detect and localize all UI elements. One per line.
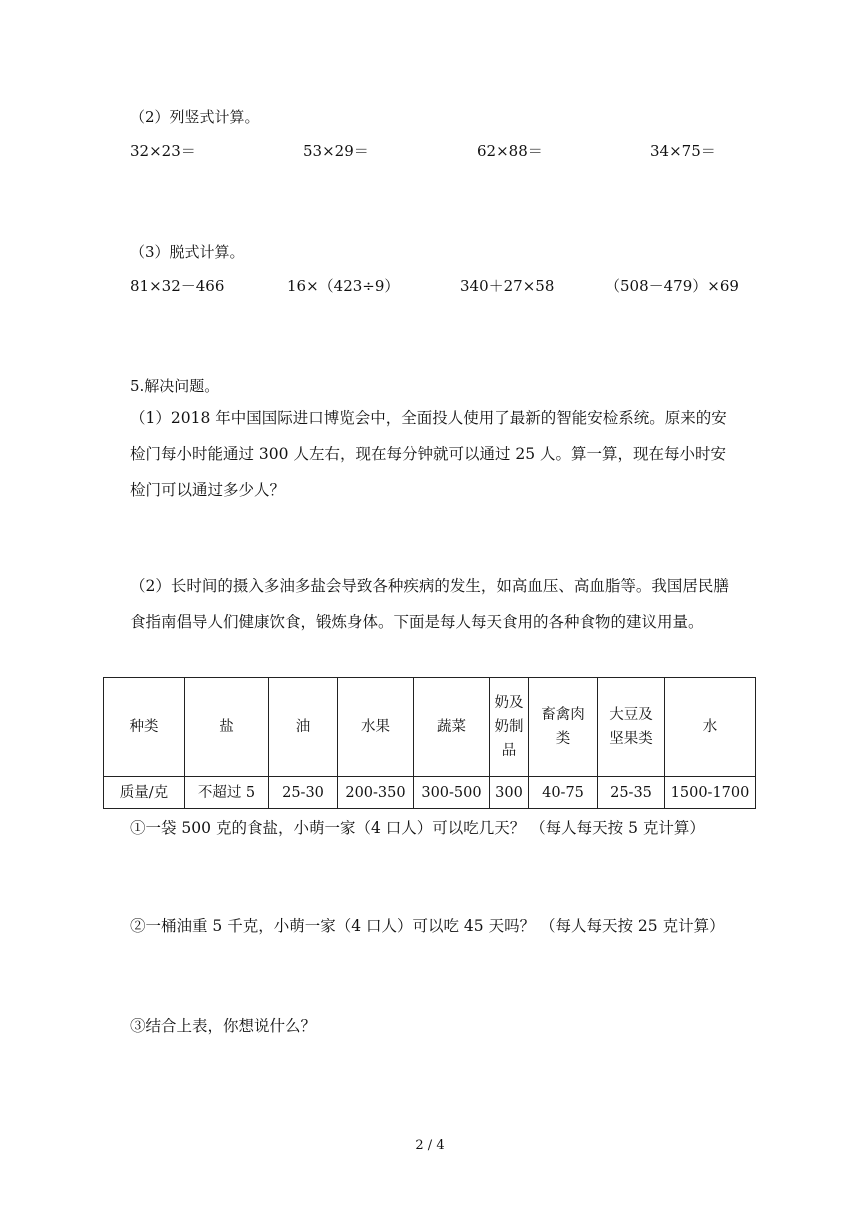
question-5-heading: 5.解决问题。 [130,377,220,395]
table-cell: 大豆及坚果类 [598,678,665,777]
table-cell: 40-75 [529,777,598,809]
page-number: 2 / 4 [415,1138,445,1153]
vertical-calc-expression: 62×88＝ [477,142,543,160]
vertical-calc-expression: 53×29＝ [303,142,369,160]
table-cell: 25-35 [598,777,665,809]
table-cell: 种类 [104,678,185,777]
table-cell: 1500-1700 [665,777,756,809]
table-cell: 蔬菜 [414,678,490,777]
table-cell: 奶及奶制品 [490,678,529,777]
section-3-heading: （3）脱式计算。 [130,243,245,261]
table-cell: 200-350 [338,777,414,809]
problem-1-text: （1）2018 年中国国际进口博览会中，全面投人使用了最新的智能安检系统。原来的安检门每小时能通过 300 人左右，现在每分钟就可以通过 25 人。算一算，现在每小时安检门可以通过多少人？ [130,409,727,499]
step-calc-expression: 340＋27×58 [460,277,555,295]
step-calc-expression: （508－479）×69 [605,277,739,295]
vertical-calc-expression: 32×23＝ [130,142,196,160]
step-calc-expression: 81×32－466 [130,277,225,295]
food-intake-table [103,677,756,809]
table-cell: 300-500 [414,777,490,809]
table-cell: 畜禽肉类 [529,678,598,777]
sub-question-3: ③结合上表，你想说什么？ [130,1017,317,1035]
section-2-heading: （2）列竖式计算。 [130,108,260,126]
table-cell: 水 [665,678,756,777]
sub-question-1: ①一袋 500 克的食盐，小萌一家（4 口人）可以吃几天？ （每人每天按 5 克计算） [130,819,705,837]
vertical-calc-expression: 34×75＝ [650,142,716,160]
step-calc-expression: 16×（423÷9） [287,277,400,295]
sub-question-2: ②一桶油重 5 千克，小萌一家（4 口人）可以吃 45 天吗？ （每人每天按 25 克计算） [130,917,725,935]
table-cell: 油 [269,678,338,777]
problem-2-text: （2）长时间的摄入多油多盐会导致各种疾病的发生，如高血压、高血脂等。我国居民膳食指南倡导人们健康饮食，锻炼身体。下面是每人每天食用的各种食物的建议用量。 [130,577,729,631]
table-cell: 质量/克 [104,777,185,809]
table-cell: 300 [490,777,529,809]
table-cell: 不超过 5 [185,777,269,809]
table-cell: 25-30 [269,777,338,809]
table-header-row [104,678,756,777]
table-cell: 盐 [185,678,269,777]
table-data-row [104,777,756,809]
table-cell: 水果 [338,678,414,777]
